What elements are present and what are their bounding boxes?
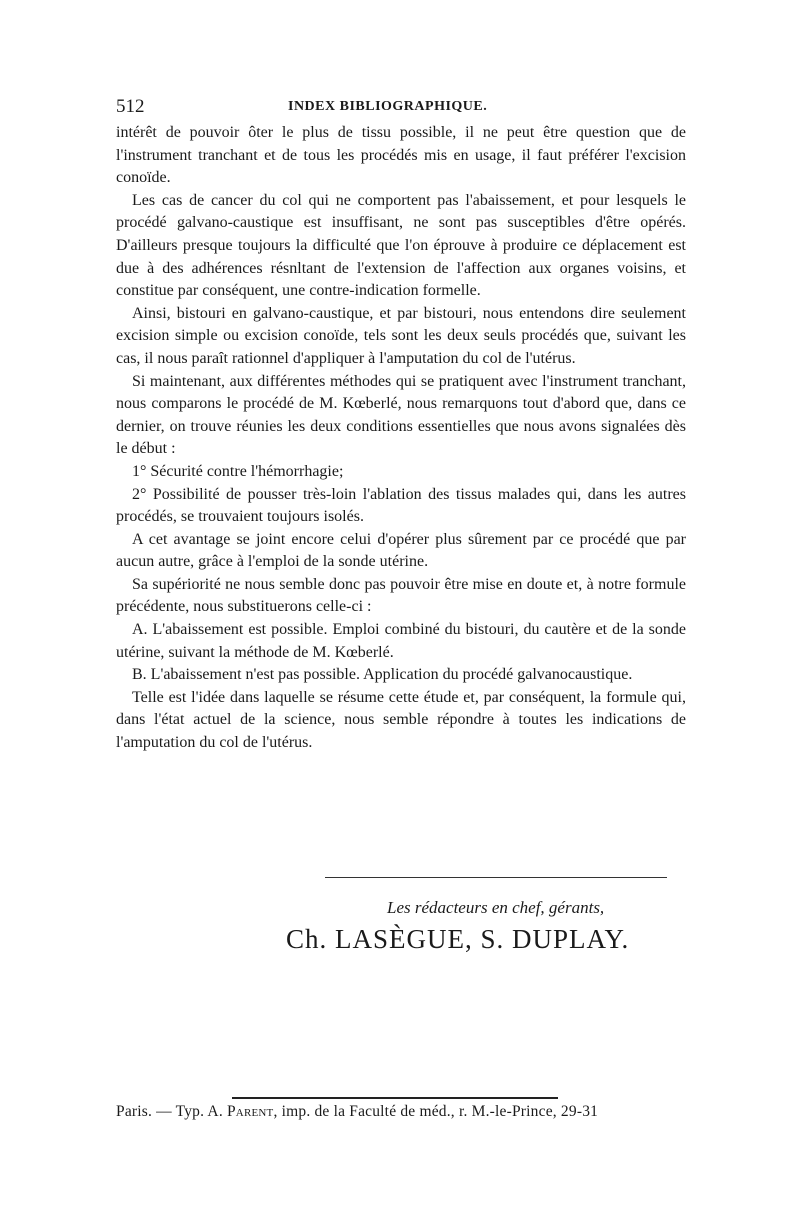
paragraph: Si maintenant, aux différentes méthodes qui se pratiquent avec l'instrument tranchant, nous comparons le procédé de M. Kœberlé, nous remarquons tout d'abord que, dans ce dernier, on trouve réunies les deux conditions essentielles que nous avons signalées dès le début : bbox=[116, 372, 686, 458]
footer-suffix: , imp. de la Faculté de méd., r. M.-le-Prince, 29-31 bbox=[273, 1103, 599, 1120]
signature-editors-label: Les rédacteurs en chef, gérants, bbox=[387, 898, 605, 917]
signature-names: Ch. LASÈGUE, S. DUPLAY. bbox=[286, 924, 630, 954]
paragraph: A. L'abaissement est possible. Emploi combiné du bistouri, du cautère et de la sonde utérine, suivant la méthode de M. Kœberlé. bbox=[116, 621, 686, 661]
footer-printer-name: Parent bbox=[226, 1103, 274, 1120]
paragraph: 2° Possibilité de pousser très-loin l'ablation des tissus malades qui, dans les autres procédés, se trouvaient toujours isolés. bbox=[116, 485, 686, 526]
footer-rule bbox=[232, 1097, 558, 1099]
paragraph: A cet avantage se joint encore celui d'opérer plus sûrement par ce procédé que par aucun autre, grâce à l'emploi de la sonde utérine. bbox=[116, 530, 686, 571]
paragraph: Sa supériorité ne nous semble donc pas pouvoir être mise en doute et, à notre formule précédente, nous substituerons celle-ci : bbox=[116, 575, 686, 616]
running-head: INDEX BIBLIOGRAPHIQUE. bbox=[288, 99, 488, 114]
paragraph: B. L'abaissement n'est pas possible. Application du procédé galvanocaustique. bbox=[132, 666, 633, 684]
page-header bbox=[116, 96, 686, 122]
paragraph: 1° Sécurité contre l'hémorrhagie; bbox=[132, 462, 344, 480]
footer-prefix: Paris. — Typ. A. bbox=[116, 1103, 227, 1120]
paragraph: Les cas de cancer du col qui ne comportent pas l'abaissement, et pour lesquels le procédé galvano-caustique est insuffisant, ne sont pas susceptibles d'être opérés. D'ailleurs presque toujours la difficulté que l'on éprouve à produire ce déplacement est due à des adhérences résnltant de l'extension de l'affection aux organes voisins, et constitue par conséquent, une contre-indication formelle. bbox=[116, 191, 686, 300]
paragraph: intérêt de pouvoir ôter le plus de tissu possible, il ne peut être question que de l'instrument tranchant et de tous les procédés mis en usage, il faut préférer l'excision conoïde. bbox=[116, 124, 686, 187]
page-number: 512 bbox=[116, 96, 145, 117]
signature-rule bbox=[325, 877, 667, 878]
paragraph: Telle est l'idée dans laquelle se résume cette étude et, par conséquent, la formule qui, dans l'état actuel de la science, nous semble répondre à toutes les indications de l'amputation du col de l'utérus. bbox=[116, 688, 686, 752]
paragraph: Ainsi, bistouri en galvano-caustique, et par bistouri, nous entendons dire seulement excision simple ou excision conoïde, tels sont les deux seuls procédés que, suivant les cas, il nous paraît rationnel d'appliquer à l'amputation du col de l'utérus. bbox=[116, 304, 686, 367]
body-text bbox=[116, 122, 686, 755]
printer-footer bbox=[116, 1103, 598, 1121]
page bbox=[116, 96, 686, 755]
